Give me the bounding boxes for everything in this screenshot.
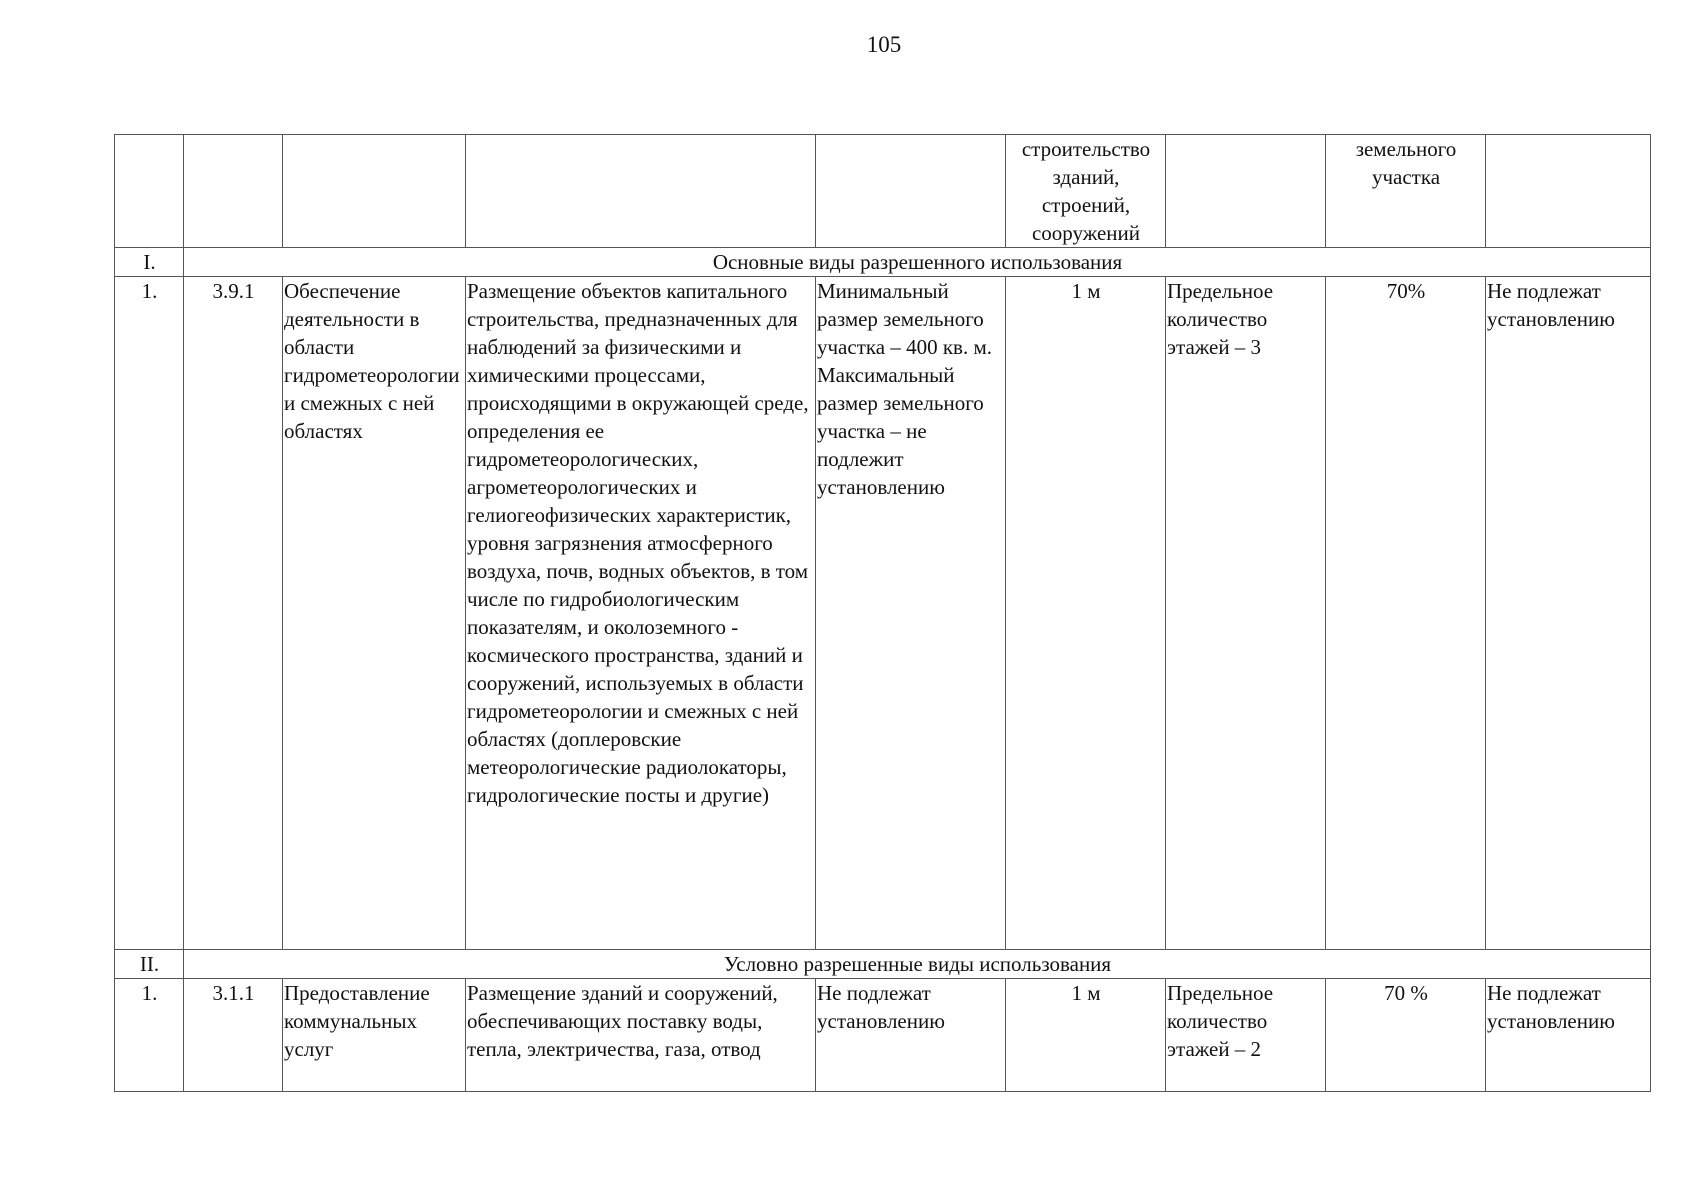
- row-name: Обеспечение деятельности в области гидрометеорологии и смежных с ней областях: [283, 277, 466, 950]
- row-code: 3.9.1: [184, 277, 283, 950]
- section-number: I.: [115, 248, 184, 277]
- row-description: Размещение зданий и сооружений, обеспечивающих поставку воды, тепла, электричества, газа, отвод: [466, 979, 816, 1092]
- row-setback: 1 м: [1006, 979, 1166, 1092]
- row-name: Предоставление коммунальных услуг: [283, 979, 466, 1092]
- row-floors: Предельное количество этажей – 2: [1166, 979, 1326, 1092]
- section-number: II.: [115, 950, 184, 979]
- section-title: Условно разрешенные виды использования: [184, 950, 1651, 979]
- row-code: 3.1.1: [184, 979, 283, 1092]
- header-construction: строительство зданий, строений, сооружений: [1006, 135, 1166, 248]
- continuation-row: [115, 135, 1651, 248]
- cell-empty: [283, 135, 466, 248]
- row-setback: 1 м: [1006, 277, 1166, 950]
- row-other: Не подлежат установлению: [1486, 979, 1651, 1092]
- row-description: Размещение объектов капитального строительства, предназначенных для наблюдений за физическими и химическими процессами, происходящими в окружающей среде, определения ее гидрометеорологических, агрометеорологических и гелиогеофизических характеристик, уровня загрязнения атмосферного воздуха, почв, водных объектов, в том числе по гидробиологическим показателям, и околоземного - космического пространства, зданий и сооружений, используемых в области гидрометеорологии и смежных с ней областях (доплеровские метеорологические радиолокаторы, гидрологические посты и другие): [466, 277, 816, 950]
- cell-empty: [184, 135, 283, 248]
- land-use-table: [114, 134, 1651, 1092]
- row-floors: Предельное количество этажей – 3: [1166, 277, 1326, 950]
- cell-empty: [1486, 135, 1651, 248]
- table-row: [115, 979, 1651, 1092]
- row-number: 1.: [115, 979, 184, 1092]
- cell-empty: [816, 135, 1006, 248]
- row-other: Не подлежат установлению: [1486, 277, 1651, 950]
- row-coverage: 70 %: [1326, 979, 1486, 1092]
- page-number: 105: [866, 32, 902, 57]
- header-land-plot: земельного участка: [1326, 135, 1486, 248]
- cell-empty: [466, 135, 816, 248]
- row-plot-size: Минимальный размер земельного участка – 400 кв. м. Максимальный размер земельного участка – не подлежит установлению: [816, 277, 1006, 950]
- cell-empty: [1166, 135, 1326, 248]
- section-row-conditional: [115, 950, 1651, 979]
- table-row: [115, 277, 1651, 950]
- row-coverage: 70%: [1326, 277, 1486, 950]
- row-number: 1.: [115, 277, 184, 950]
- section-row-main: [115, 248, 1651, 277]
- row-plot-size: Не подлежат установлению: [816, 979, 1006, 1092]
- cell-empty: [115, 135, 184, 248]
- section-title: Основные виды разрешенного использования: [184, 248, 1651, 277]
